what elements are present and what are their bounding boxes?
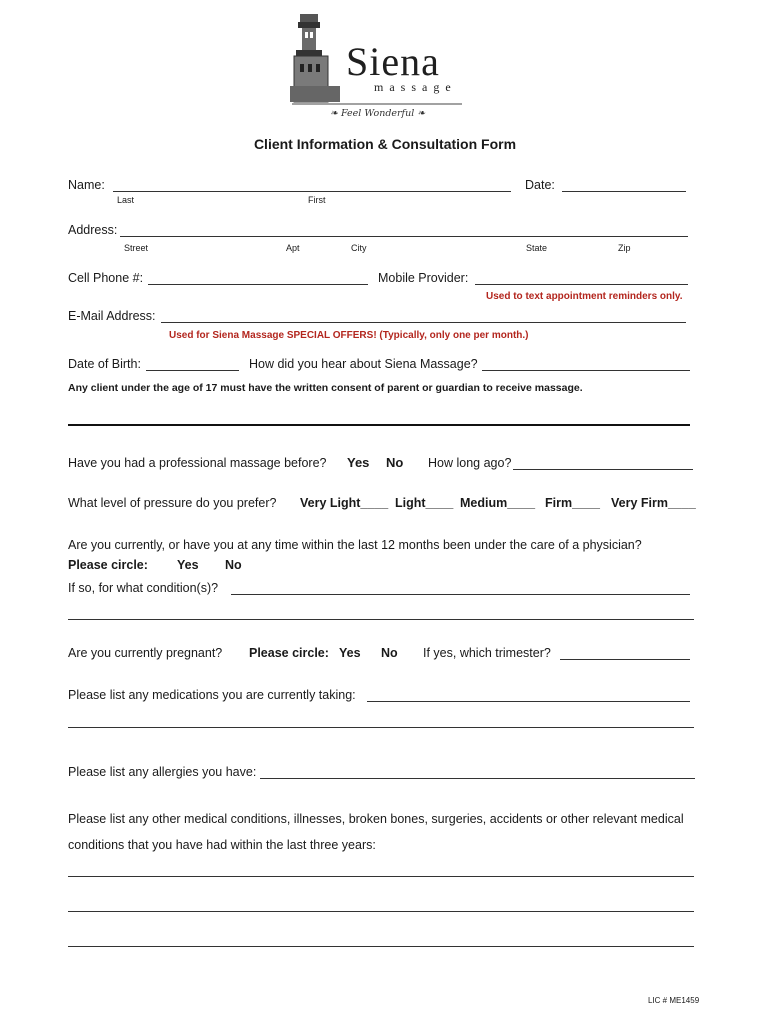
text-reminder-note: Used to text appointment reminders only.	[486, 291, 683, 302]
how-long-input-line[interactable]	[513, 469, 693, 470]
allergies-label: Please list any allergies you have:	[68, 765, 257, 779]
email-offers-note: Used for Siena Massage SPECIAL OFFERS! (Typically, only one per month.)	[169, 330, 529, 341]
other-medical-line-1: Please list any other medical conditions, illnesses, broken bones, surgeries, accidents or other relevant medical	[68, 812, 684, 826]
pregnant-please-circle: Please circle:	[249, 646, 329, 660]
pressure-question: What level of pressure do you prefer?	[68, 496, 277, 510]
logo-wordmark: Siena	[346, 39, 440, 84]
name-input-line[interactable]	[113, 191, 511, 192]
conditions-input-line-2[interactable]	[68, 619, 694, 620]
medications-input-line-2[interactable]	[68, 727, 694, 728]
other-medical-line-2: conditions that you have had within the last three years:	[68, 838, 376, 852]
hear-about-label: How did you hear about Siena Massage?	[249, 357, 478, 371]
street-hint: Street	[124, 243, 149, 253]
name-label: Name:	[68, 178, 105, 192]
email-label: E-Mail Address:	[68, 309, 156, 323]
other-medical-input-line-3[interactable]	[68, 946, 694, 947]
form-title: Client Information & Consultation Form	[253, 136, 517, 152]
pregnant-no[interactable]: No	[381, 646, 398, 660]
physician-no[interactable]: No	[225, 558, 242, 572]
other-medical-input-line-1[interactable]	[68, 876, 694, 877]
conditions-input-line[interactable]	[231, 594, 690, 595]
zip-hint: Zip	[618, 243, 631, 253]
other-medical-input-line-2[interactable]	[68, 911, 694, 912]
pressure-firm[interactable]: Firm____	[545, 496, 600, 510]
license-number: LIC # ME1459	[648, 996, 700, 1005]
last-name-hint: Last	[117, 195, 135, 205]
state-hint: State	[526, 243, 548, 253]
date-input-line[interactable]	[562, 191, 686, 192]
physician-please-circle: Please circle:	[68, 558, 148, 572]
mobile-provider-input-line[interactable]	[475, 284, 688, 285]
cell-phone-input-line[interactable]	[148, 284, 368, 285]
tagline-text: Feel Wonderful	[340, 108, 415, 119]
pregnant-yes[interactable]: Yes	[339, 646, 361, 660]
age-consent-note: Any client under the age of 17 must have the written consent of parent or guardian to receive massage.	[68, 382, 583, 394]
logo-tagline: ❧ Feel Wonderful ❧	[330, 108, 426, 119]
dob-input-line[interactable]	[146, 370, 239, 371]
address-input-line[interactable]	[120, 236, 688, 237]
conditions-label: If so, for what condition(s)?	[68, 581, 219, 595]
how-long-label: How long ago?	[428, 456, 512, 470]
section-divider	[68, 424, 690, 426]
trimester-input-line[interactable]	[560, 659, 690, 660]
medications-label: Please list any medications you are currently taking:	[68, 688, 356, 702]
email-input-line[interactable]	[161, 322, 686, 323]
logo-subtitle: massage	[374, 80, 457, 94]
mobile-provider-label: Mobile Provider:	[378, 271, 469, 285]
pregnant-question: Are you currently pregnant?	[68, 646, 223, 660]
allergies-input-line[interactable]	[260, 778, 695, 779]
pressure-very-firm[interactable]: Very Firm____	[611, 496, 696, 510]
pressure-very-light[interactable]: Very Light____	[300, 496, 389, 510]
trimester-label: If yes, which trimester?	[423, 646, 551, 660]
cell-phone-label: Cell Phone #:	[68, 271, 144, 285]
medications-input-line[interactable]	[367, 701, 690, 702]
hear-about-input-line[interactable]	[482, 370, 690, 371]
date-label: Date:	[525, 178, 555, 192]
prof-massage-no[interactable]: No	[386, 455, 404, 470]
pressure-medium[interactable]: Medium____	[460, 496, 536, 510]
apt-hint: Apt	[286, 243, 300, 253]
first-name-hint: First	[308, 195, 326, 205]
pressure-light[interactable]: Light____	[395, 496, 454, 510]
physician-yes[interactable]: Yes	[177, 558, 199, 572]
prof-massage-question: Have you had a professional massage before?	[68, 456, 327, 470]
physician-question: Are you currently, or have you at any time within the last 12 months been under the care of a physician?	[68, 538, 642, 552]
address-label: Address:	[68, 223, 118, 237]
dob-label: Date of Birth:	[68, 357, 141, 371]
city-hint: City	[351, 243, 367, 253]
prof-massage-yes[interactable]: Yes	[347, 455, 370, 470]
